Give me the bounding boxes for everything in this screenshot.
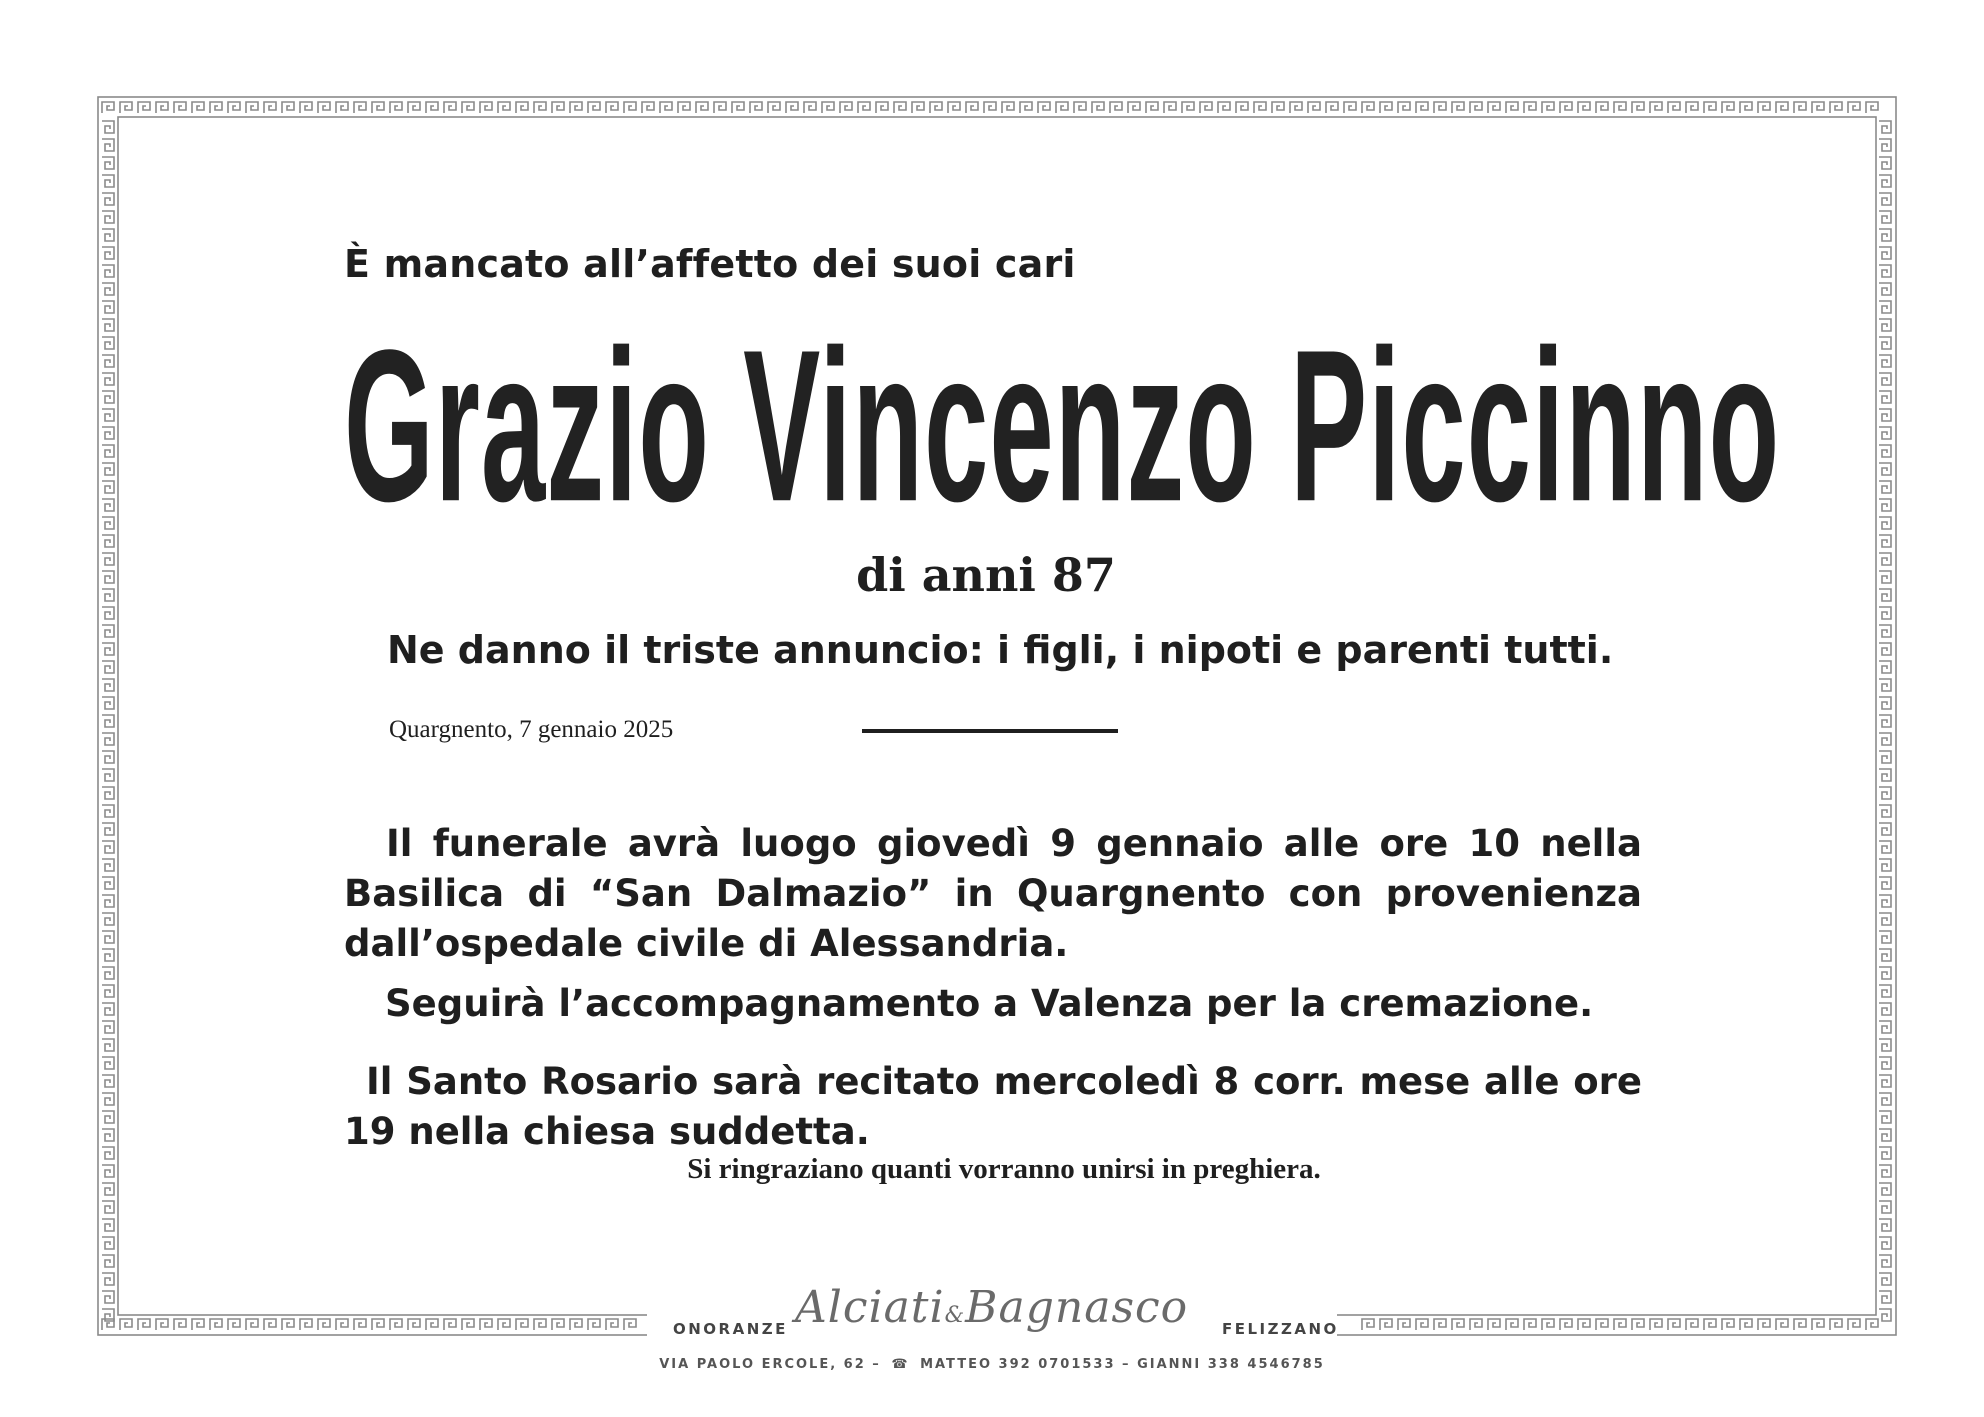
footer-town-label: FELIZZANO <box>1222 1320 1339 1338</box>
funeral-paragraph: Il funerale avrà luogo giovedì 9 gennaio alle ore 10 nella Basilica di “San Dalmazio” in Quargnento con provenienza dall’ospedale civile di Alessandria. <box>344 822 1642 965</box>
funeral-home-logo <box>795 1282 1188 1333</box>
thanks-text: Si ringraziano quanti vorranno unirsi in preghiera. <box>687 1153 1321 1185</box>
signature-rule <box>862 729 1118 733</box>
rosary-paragraph: Il Santo Rosario sarà recitato mercoledì 8 corr. mese alle ore 19 nella chiesa suddetta. <box>344 1060 1642 1153</box>
footer-onoranze-label: ONORANZE <box>673 1320 788 1338</box>
brand-second: Bagnasco <box>965 1282 1189 1333</box>
cremation-paragraph: Seguirà l’accompagnamento a Valenza per la cremazione. <box>385 982 1594 1025</box>
intro-line: È mancato all’affetto dei suoi cari <box>344 242 1076 286</box>
deceased-name: Grazio Vincenzo Piccinno <box>344 304 1781 547</box>
footer-address <box>0 1357 1984 1372</box>
announcement-line: Ne danno il triste annuncio: i figli, i nipoti e parenti tutti. <box>387 628 1614 672</box>
brand-ampersand: & <box>944 1303 966 1328</box>
brand-first: Alciati <box>795 1282 945 1333</box>
age-text: di anni 87 <box>856 548 1116 602</box>
deceased-name-block <box>344 304 1781 547</box>
footer-street: VIA PAOLO ERCOLE, 62 – <box>659 1357 881 1372</box>
phone-icon: ☎ <box>891 1357 910 1372</box>
place-date: Quargnento, 7 gennaio 2025 <box>389 716 674 743</box>
age-line <box>0 548 1984 602</box>
thanks-line <box>0 1153 1984 1186</box>
footer-contacts: MATTEO 392 0701533 – GIANNI 338 4546785 <box>920 1357 1325 1372</box>
